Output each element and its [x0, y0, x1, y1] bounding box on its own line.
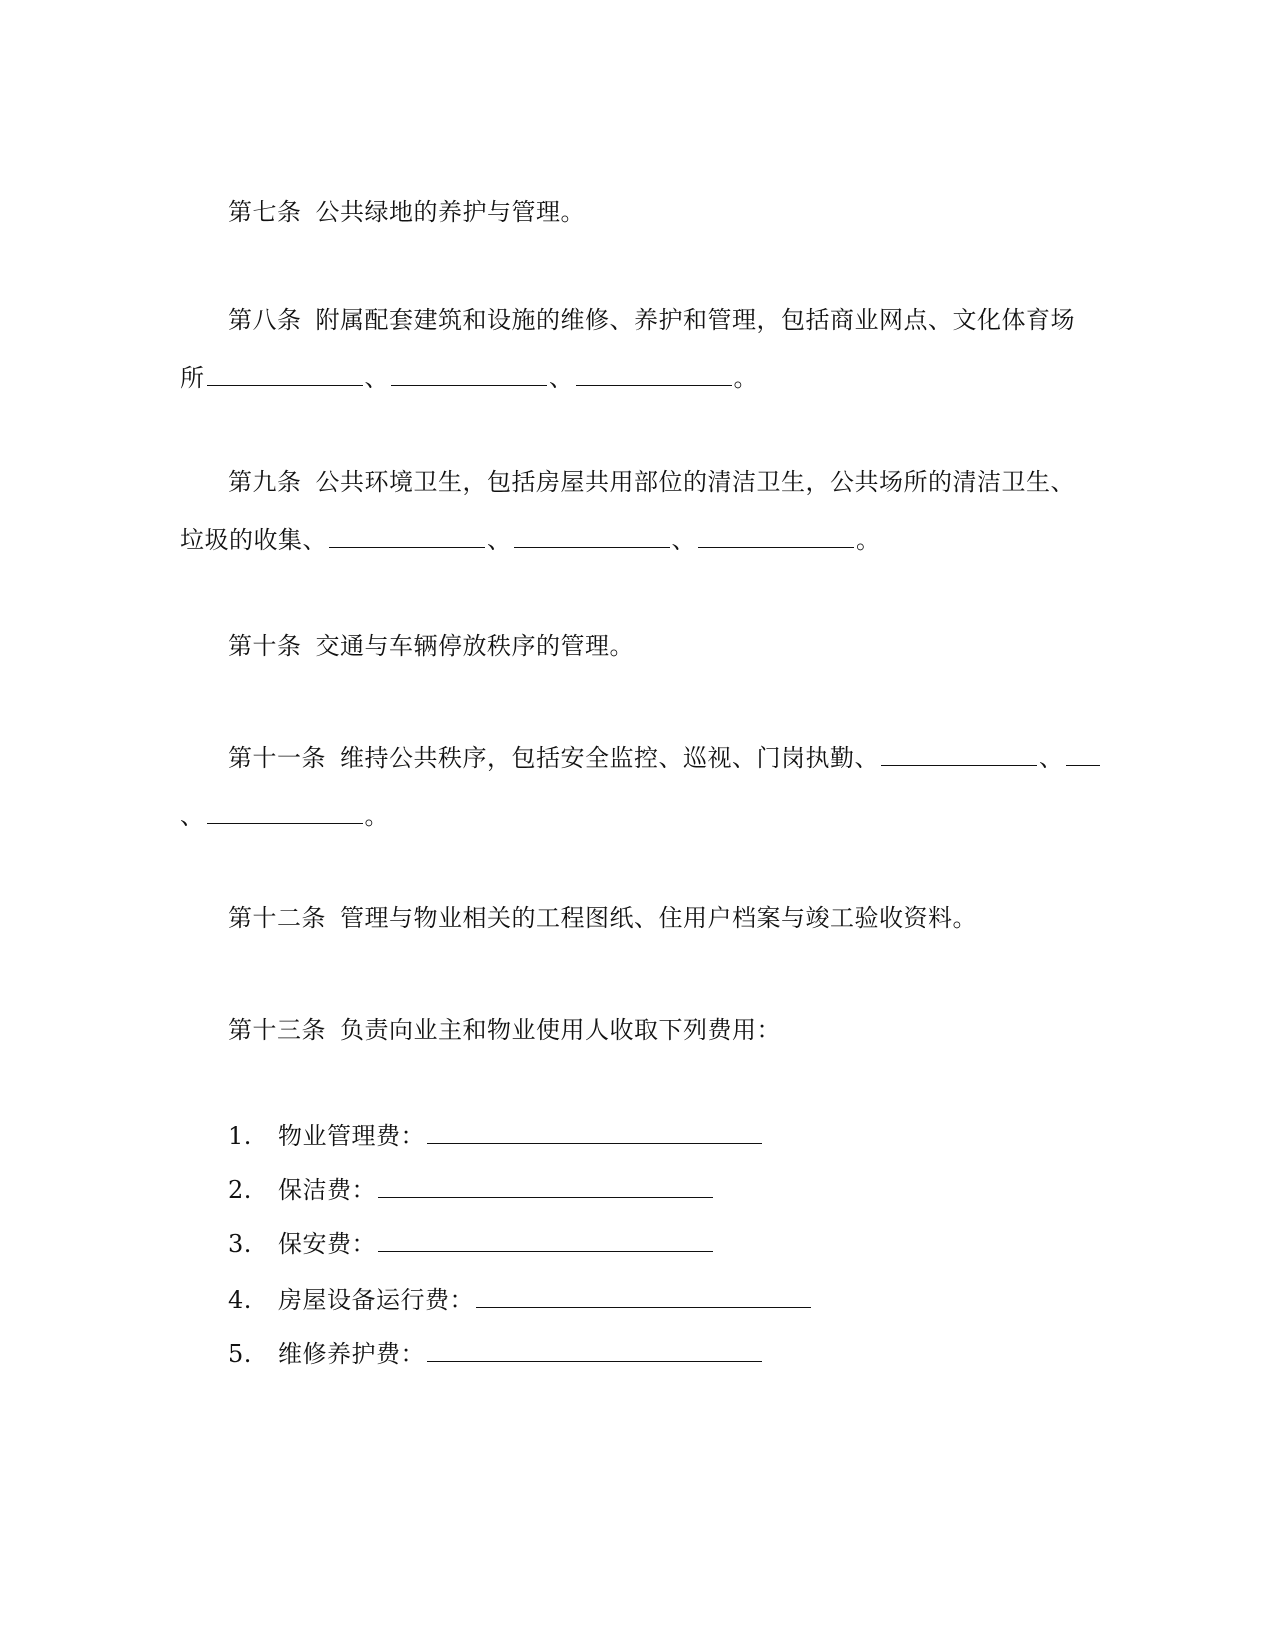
article-text: 负责向业主和物业使用人收取下列费用： — [340, 1016, 781, 1044]
fee-label: 保安费： — [278, 1230, 376, 1258]
fee-label: 维修养护费： — [278, 1340, 425, 1368]
fee-item — [228, 1338, 764, 1370]
end-mark: 。 — [364, 802, 389, 830]
fill-blank[interactable] — [391, 363, 547, 386]
article-10 — [228, 630, 634, 662]
separator: 、 — [364, 364, 389, 392]
article-12 — [228, 902, 977, 934]
fill-blank[interactable] — [698, 525, 854, 548]
article-heading: 第九条 — [228, 468, 302, 496]
article-heading: 第十二条 — [228, 904, 326, 932]
fee-blank[interactable] — [378, 1229, 713, 1252]
fill-blank[interactable] — [576, 363, 732, 386]
fee-label: 物业管理费： — [278, 1122, 425, 1150]
article-11-continuation — [180, 800, 389, 832]
article-text: 公共绿地的养护与管理。 — [315, 198, 585, 226]
article-heading: 第十条 — [228, 632, 302, 660]
article-13 — [228, 1014, 781, 1046]
article-11 — [228, 742, 1102, 774]
fee-blank[interactable] — [476, 1285, 811, 1308]
fee-number: 2. — [228, 1176, 252, 1204]
fill-blank[interactable] — [329, 525, 485, 548]
fee-label: 房屋设备运行费： — [278, 1286, 474, 1314]
article-text: 交通与车辆停放秩序的管理。 — [315, 632, 634, 660]
continuation-text: 所 — [180, 364, 205, 392]
end-mark: 。 — [733, 364, 758, 392]
article-text: 维持公共秩序，包括安全监控、巡视、门岗执勤、 — [340, 744, 879, 772]
fee-item — [228, 1120, 764, 1152]
fill-blank[interactable] — [1066, 743, 1100, 766]
fee-blank[interactable] — [427, 1339, 762, 1362]
article-heading: 第八条 — [228, 306, 302, 334]
article-8-continuation — [180, 362, 758, 394]
article-heading: 第七条 — [228, 198, 302, 226]
article-text: 附属配套建筑和设施的维修、养护和管理，包括商业网点、文化体育场 — [315, 306, 1075, 334]
continuation-text: 、 — [180, 802, 205, 830]
article-text: 公共环境卫生，包括房屋共用部位的清洁卫生，公共场所的清洁卫生、 — [315, 468, 1075, 496]
article-text: 管理与物业相关的工程图纸、住用户档案与竣工验收资料。 — [340, 904, 977, 932]
fee-number: 5. — [228, 1340, 252, 1368]
article-heading: 第十一条 — [228, 744, 326, 772]
article-9 — [228, 466, 1075, 498]
fee-number: 1. — [228, 1122, 252, 1150]
fee-item — [228, 1228, 715, 1260]
fill-blank[interactable] — [207, 801, 363, 824]
article-8 — [228, 304, 1075, 336]
article-9-continuation — [180, 524, 881, 556]
fee-item — [228, 1284, 813, 1316]
separator: 、 — [1039, 744, 1064, 772]
separator: 、 — [549, 364, 574, 392]
end-mark: 。 — [856, 526, 881, 554]
fee-blank[interactable] — [378, 1175, 713, 1198]
fee-label: 保洁费： — [278, 1176, 376, 1204]
separator: 、 — [487, 526, 512, 554]
separator: 、 — [671, 526, 696, 554]
article-heading: 第十三条 — [228, 1016, 326, 1044]
fee-number: 3. — [228, 1230, 252, 1258]
fill-blank[interactable] — [514, 525, 670, 548]
fee-item — [228, 1174, 715, 1206]
fee-number: 4. — [228, 1286, 252, 1314]
fee-blank[interactable] — [427, 1121, 762, 1144]
fill-blank[interactable] — [207, 363, 363, 386]
fill-blank[interactable] — [881, 743, 1037, 766]
article-7 — [228, 196, 585, 228]
continuation-text: 垃圾的收集、 — [180, 526, 327, 554]
